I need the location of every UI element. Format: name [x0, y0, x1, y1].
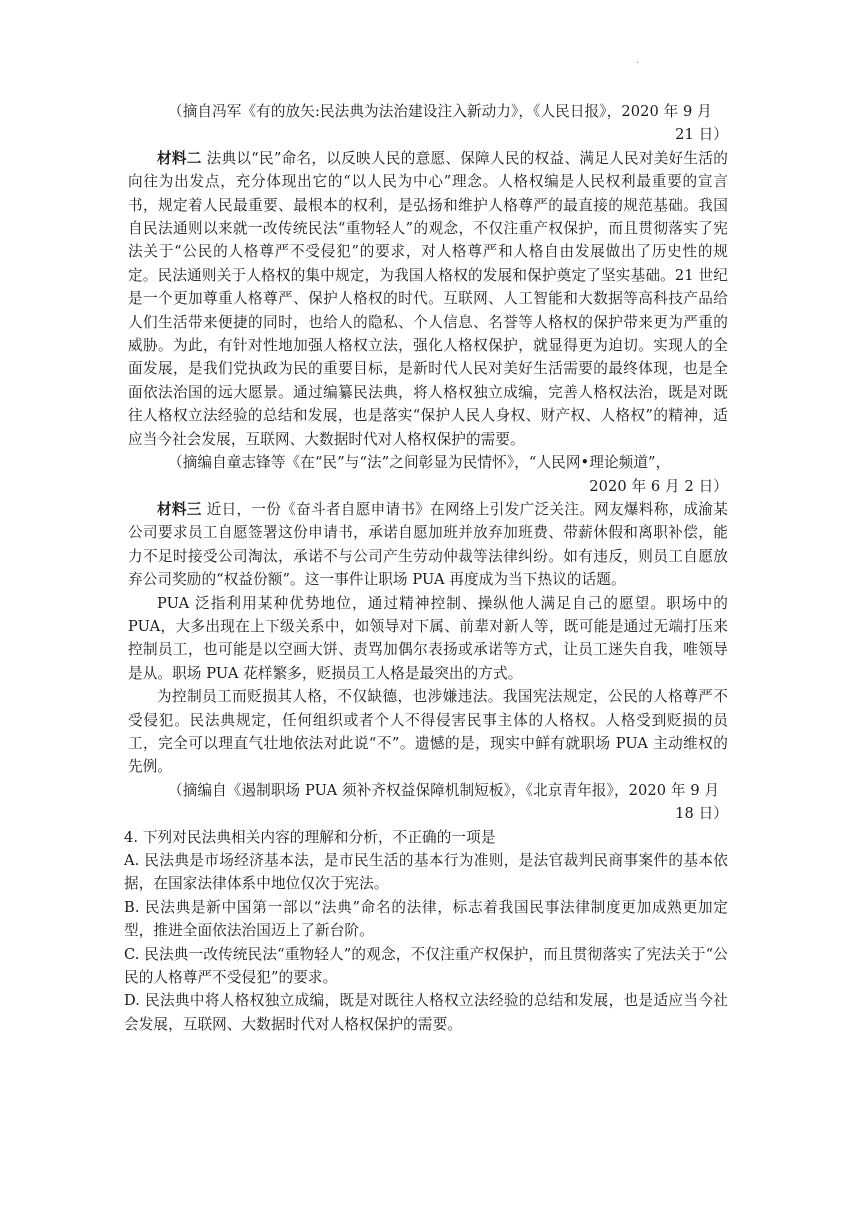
source-citation-3: （摘编自《遏制职场 PUA 须补齐权益保障机制短板》，《北京青年报》，2020 年 9 月	[168, 781, 720, 799]
source-citation-1: （摘自冯军《有的放矢:民法典为法治建设注入新动力》，《人民日报》，2020 年 9 月	[168, 103, 712, 120]
material-3-paragraph-3: 为控制员工而贬损其人格，不仅缺德，也涉嫌违法。我国宪法规定，公民的人格尊严不受侵犯。民法典规定，任何组织或者个人不得侵害民事主体的人格权。人格受到贬损的员工，完全可以理直气壮地依法对此说“不”。遗憾的是，现实中鲜有就职场 PUA 主动维权的先例。	[128, 688, 728, 776]
source-citation-2: （摘编自童志锋等《在“民”与“法”之间彰显为民情怀》，“人民网•理论频道”，	[168, 454, 671, 472]
page-mark: ·	[636, 58, 640, 69]
question-stem: 4. 下列对民法典相关内容的理解和分析，不正确的一项是	[124, 828, 496, 846]
source-citation-1-date: 21 日）	[675, 126, 728, 144]
question-option-b: B. 民法典是新中国第一部以“法典”命名的法律，标志着我国民事法律制度更加成熟更加定型，推进全面依法治国迈上了新台阶。	[124, 898, 728, 940]
material-3-paragraph-2: PUA 泛指利用某种优势地位，通过精神控制、操纵他人满足自己的愿望。职场中的 PUA，大多出现在上下级关系中，如领导对下属、前辈对新人等，既可能是通过无端打压来控制员工，也可能是以空画大饼、责骂加偶尔表扬或承诺等方式，让员工迷失自我，唯领导是从。职场 PUA 花样繁多，贬损员工人格是最突出的方式。	[128, 594, 728, 682]
source-citation-3-date: 18 日）	[675, 805, 728, 823]
question-option-a: A. 民法典是市场经济基本法，是市民生活的基本行为准则，是法官裁判民商事案件的基本依据，在国家法律体系中地位仅次于宪法。	[124, 852, 728, 893]
material-2-label: 材料二	[157, 149, 202, 167]
question-option-c: C. 民法典一改传统民法“重物轻人”的观念，不仅注重产权保护，而且贯彻落实了宪法关于“公民的人格尊严不受侵犯”的要求。	[124, 945, 728, 987]
material-2-text: 法典以“民”命名，以反映人民的意愿、保障人民的权益、满足人民对美好生活的向往为出发点，充分体现出它的“以人民为中心”理念。人格权编是人民权利最重要的宣言书，规定着人民最重要、最根本的权利，是弘扬和维护人格尊严的最直接的规范基础。我国自民法通则以来就一改传统民法“重物轻人”的观念，不仅注重产权保护，而且贯彻落实了宪法关于“公民的人格尊严不受侵犯”的要求，对人格尊严和人格自由发展做出了历史性的规定。民法通则关于人格权的集中规定，为我国人格权的发展和保护奠定了坚实基础。21 世纪是一个更加尊重人格尊严、保护人格权的时代。互联网、人工智能和大数据等高科技产品给人们生活带来便捷的同时，也给人的隐私、个人信息、名誉等人格权的保护带来更为严重的威胁。为此，有针对性地加强人格权立法，强化人格权保护，就显得更为迫切。实现人的全面发展，是我们党执政为民的重要目标，是新时代人民对美好生活需要的最终体现，也是全面依法治国的远大愿景。通过编纂民法典，将人格权独立成编，完善人格权法治，既是对既往人格权立法经验的总结和发展，也是落实“保护人民人身权、财产权、人格权”的精神，适应当今社会发展，互联网、大数据时代对人格权保护的需要。	[128, 149, 728, 448]
material-2-paragraph	[128, 147, 728, 451]
document-page	[124, 100, 728, 1036]
source-citation-2-date: 2020 年 6 月 2 日）	[589, 477, 728, 495]
material-3-text: 近日，一份《奋斗者自愿申请书》在网络上引发广泛关注。网友爆料称，成渝某公司要求员工自愿签署这份申请书，承诺自愿加班并放弃加班费、带薪休假和离职补偿，能力不足时接受公司淘汰，承诺不与公司产生劳动仲裁等法律纠纷。如有违反，则员工自愿放弃公司奖励的“权益份额”。这一事件让职场 PUA 再度成为当下热议的话题。	[128, 500, 728, 589]
material-3-paragraph-1	[128, 498, 728, 592]
question-option-d: D. 民法典中将人格权独立成编，既是对既往人格权立法经验的总结和发展，也是适应当今社会发展，互联网、大数据时代对人格权保护的需要。	[124, 992, 728, 1033]
material-3-label: 材料三	[157, 500, 202, 518]
